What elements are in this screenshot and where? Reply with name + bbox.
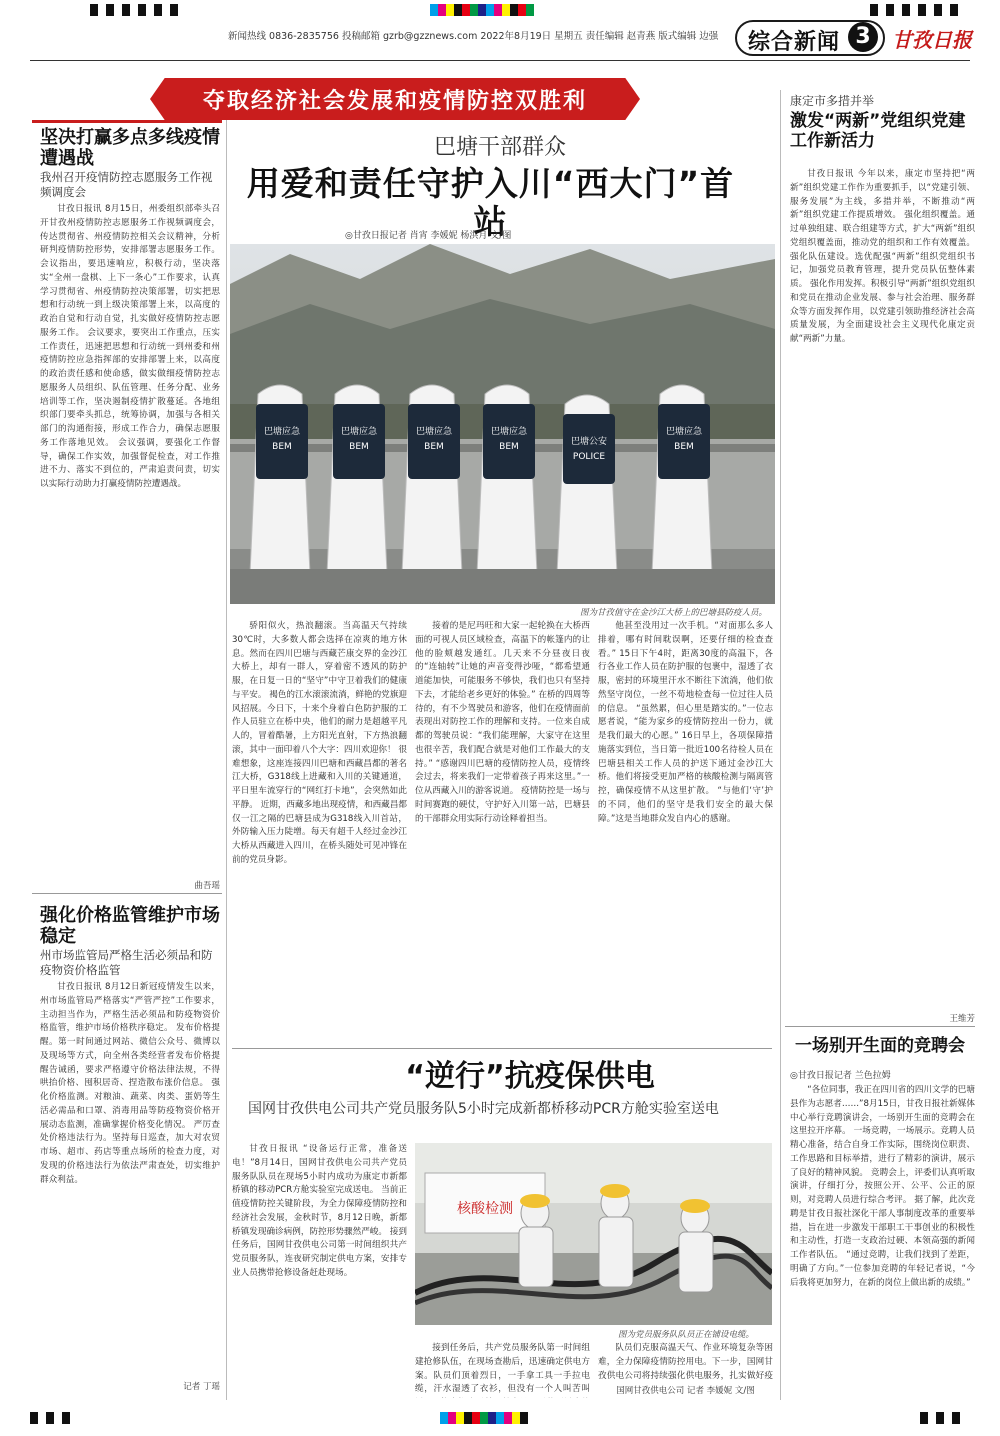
column-divider-right xyxy=(780,90,781,1400)
svg-text:BEM: BEM xyxy=(349,442,369,452)
left-divider xyxy=(32,893,222,894)
svg-text:POLICE: POLICE xyxy=(572,452,606,462)
photo-bridge-guards xyxy=(230,244,775,604)
left-top-signature: 曲吾瑶 xyxy=(194,881,220,891)
left-article-rule xyxy=(32,120,222,123)
svg-text:BEM: BEM xyxy=(272,442,292,452)
center-bottom-subtitle: 国网甘孜供电公司共产党员服务队5小时完成新都桥移动PCR方舱实验室送电 xyxy=(248,1101,719,1117)
right-top-kicker: 康定市多措并举 xyxy=(790,94,875,108)
svg-text:巴塘应急: 巴塘应急 xyxy=(490,427,528,437)
color-calibration-bar-right xyxy=(870,4,966,16)
right-bottom-body: “各位同事，我正在四川省的四川文学的巴塘县作为志愿者……”8月15日，甘孜日报社新媒体中心举行竞聘演讲会，一场别开生面的竞聘会在这里拉开序幕。 一场竞聘，一场展示。竞聘人员精心准备，结合自身工作实际，围绕岗位职责、工作思路和目标举措，进行了精彩的演讲，展示了良好的精神风貌。 竞聘会上，评委们认真听取演讲，仔细打分，按照公开、公平、公正的原则，对竞聘人员进行综合考评。 据了解，此次竞聘是甘孜日报社深化干部人事制度改革的重要举措，旨在进一步激发干部职工干事创业的积极性和主动性，打造一支政治过硬、本领高强的新闻工作者队伍。 “通过竞聘，让我们找到了差距，明确了方向。”一位参加竞聘的年轻记者说，“今后我将更加努力，在新的岗位上做出新的成绩。” xyxy=(790,1085,975,1288)
left-top-subtitle: 我州召开疫情防控志愿服务工作视频调度会 xyxy=(40,170,213,199)
center-top-title: 用爱和责任守护入川“西大门”首站 xyxy=(246,164,735,241)
center-top-photo-caption: 图为甘孜值守在金沙江大桥上的巴塘县防疫人员。 xyxy=(580,608,768,618)
left-top-title: 坚决打赢多点多线疫情遭遇战 xyxy=(40,127,220,169)
page-number: 3 xyxy=(848,22,878,52)
svg-text:核酸检测: 核酸检测 xyxy=(457,1201,513,1217)
color-calibration-bar-left xyxy=(90,4,186,16)
center-top-body-col2: 接着的是尼玛旺和大家一起轮换在大桥西面的可视人员区域检查，高温下的帐篷内的让他的脸颊越发通红。几天来不分昼夜日夜的“连轴转”让她的声音变得沙哑，“都希望通道能加快，可能服务不够快，我们也只有坚持下去，才能给老乡更好的体验。” 在桥的四周等待的，有不少驾驶员和游客，他们在疫情面前表现出对防控工作的理解和支持。一位来自成都的驾驶员说：“我们能理解，大家守在这里也很辛苦，我们配合就是对他们工作最大的支持。” “感谢四川巴塘的疫情防控人员，疫情终会过去，将来我们一定带着孩子再来这里。”一位从西藏入川的游客说道。 疫情防控是一场与时间赛跑的硬仗，守护好入川第一站，巴塘县的干部群众用实际行动诠释着担当。 xyxy=(415,621,590,824)
right-bottom-byline: ◎甘孜日报记者 兰色拉姆 xyxy=(790,1071,891,1081)
photo-power-cable xyxy=(415,1143,772,1325)
left-bottom-subtitle: 州市场监管局严格生活必须品和防疫物资价格监管 xyxy=(40,948,213,977)
left-bottom-signature: 记者 丁瑶 xyxy=(183,1382,220,1392)
svg-text:BEM: BEM xyxy=(424,442,444,452)
right-top-title: 激发“两新”党组织党建工作新活力 xyxy=(790,111,966,151)
banner-title: 夺取经济社会发展和疫情防控双胜利 xyxy=(202,89,587,114)
right-top-signature: 王维芳 xyxy=(949,1014,975,1024)
svg-text:巴塘应急: 巴塘应急 xyxy=(665,427,703,437)
svg-text:BEM: BEM xyxy=(499,442,519,452)
center-bottom-photo-caption: 图为党员服务队队员正在铺设电缆。 xyxy=(618,1330,755,1340)
masthead-info: 新闻热线 0836-2835756 投稿邮箱 gzrb@gzznews.com 2022年8月19日 星期五 责任编辑 赵青燕 版式编辑 边强 xyxy=(228,31,719,42)
svg-text:BEM: BEM xyxy=(674,442,694,452)
color-calibration-bar-center xyxy=(430,4,534,16)
color-calibration-bar-bottom-right xyxy=(920,1412,968,1424)
center-bottom-body-col3: 队员们克服高温天气、作业环境复杂等困难，全力保障疫情防控用电。下一步，国网甘孜供电公司将持续强化供电服务，扎实做好疫 xyxy=(598,1343,773,1381)
masthead-rule xyxy=(30,60,970,61)
newspaper-logo: 甘孜日报 xyxy=(892,28,972,52)
left-bottom-body: 甘孜日报讯 8月12日新冠疫情发生以来，州市场监管局严格落实“严管严控”工作要求，主动担当作为，严格生活必须品和防疫物资价格监管，维护市场价格秩序稳定。 发布价格提醒。第一时间通过网站、微信公众号、微博以及现场等方式，向全州各类经营者发布价格提醒告诫函，要求严格遵守价格法律法规，不得哄抬价格、囤积居奇、捏造散布涨价信息。 强化价格监测。对粮油、蔬菜、肉类、蛋奶等生活必需品和口罩、消毒用品等防疫物资价格开展动态监测，准确掌握价格变化情况。 严厉查处价格违法行为。坚持每日巡查，加大对农贸市场、超市、药店等重点场所的检查力度，对发现的价格违法行为依法严肃查处，切实维护群众利益。 xyxy=(40,982,220,1185)
center-top-kicker: 巴塘干部群众 xyxy=(433,135,566,160)
svg-text:巴塘应急: 巴塘应急 xyxy=(415,427,453,437)
color-calibration-bar-bottom-center xyxy=(440,1412,528,1424)
left-bottom-title: 强化价格监管维护市场稳定 xyxy=(40,905,220,947)
center-divider xyxy=(232,1048,772,1049)
section-name: 综合新闻 xyxy=(748,30,841,55)
center-top-body-col1: 骄阳似火，热浪翻滚。当高温天气持续30℃时，大多数人都会选择在凉爽的地方休息。然而在四川巴塘与西藏芒康交界的金沙江大桥上，却有一群人，穿着密不透风的防护服，在日复一日的“坚守”中守卫着我们的健康与平安。 褐色的江水滚滚流淌，鲜艳的党旗迎风招展。今日下，十来个身着白色防护服的工作人员驻立在桥中央，他们的耐力是超越平凡人的，冒着酷暑，上方阳光直射，下方热浪翻滚，其中一面印着八个大字：四川欢迎你！ 很难想象，这座连接四川巴塘和西藏昌都的著名江大桥，G318线上进藏和入川的关键通道，平日里车流穿行的“网红打卡地”，会突然如此平静。 近期，西藏多地出现疫情，和西藏昌都仅一江之隔的巴塘县成为G318线入川首站，外防输入压力陡增。每天有超千人经过金沙江大桥从西藏进入四川，在桥头随处可见冲锋在前的党员身影。 xyxy=(232,621,407,865)
right-divider xyxy=(785,1026,975,1027)
svg-text:巴塘应急: 巴塘应急 xyxy=(340,427,378,437)
svg-text:巴塘应急: 巴塘应急 xyxy=(263,427,301,437)
svg-text:巴塘公安: 巴塘公安 xyxy=(570,437,608,447)
right-bottom-title: 一场别开生面的竞聘会 xyxy=(795,1036,965,1056)
center-bottom-signature: 国网甘孜供电公司 记者 李媛妮 文/图 xyxy=(616,1386,755,1396)
color-calibration-bar-bottom-left xyxy=(30,1412,78,1424)
left-top-body: 甘孜日报讯 8月15日，州委组织部牵头召开甘孜州疫情防控志愿服务工作视频调度会，传达贯彻省、州疫情防控相关会议精神，分析研判疫情防控形势，安排部署志愿服务工作。 会议指出，要迅速响应，积极行动，坚决落实“全州一盘棋、上下一条心”工作要求，认真学习贯彻省、州疫情防控决策部署，切实把思想和行动统一到上级决策部署上来，以高度的政治自觉和行动自觉，扎实做好疫情防控志愿服务工作。 会议要求，要突出工作重点，压实工作责任，迅速把思想和行动统一到州委和州疫情防控应急指挥部的安排部署上来，以高度的政治责任感和使命感，做实做细疫情防控志愿服务人员组织、队伍管理、任务分配、业务培训等工作，坚决遏制疫情扩散蔓延。各地组织部门要牵头抓总，统筹协调，加强与各相关部门的沟通衔接，形成工作合力，确保志愿服务工作落地见效。 会议强调，要强化工作督导，确保工作实效，加强督促检查，对工作推进不力、落实不到位的，严肃追责问责，切实以实际行动助力打赢疫情防控遭遇战。 xyxy=(40,204,220,489)
column-divider-left xyxy=(226,120,227,1400)
center-bottom-body-col1: 甘孜日报讯 “设备运行正常，准备送电！”8月14日，国网甘孜供电公司共产党员服务队队员在现场5小时内成功为康定市新都桥镇的移动PCR方舱实验室完成送电。 当前正值疫情防控关键阶段，为全力保障疫情防控和经济社会发展，金秋时节，8月12日晚，新都桥镇发现确诊病例，防控形势骤然严峻。 接到任务后，国网甘孜供电公司第一时间组织共产党员服务队，连夜研究制定供电方案，安排专业人员携带抢修设备赶赴现场。 xyxy=(232,1144,407,1278)
center-top-body-col3: 他甚至没用过一次手机。“对面那么多人排着，哪有时间耽误啊，还要仔细的检查查看。” 15日下午4时，距离30度的高温下，各行各业工作人员在防护服的包裹中，湿透了衣服，密封的环境里汗水不断往下流淌，他们依然坚守岗位，一丝不苟地检查每一位过往人员的信息。 “虽然累，但心里是踏实的。”一位志愿者说，“能为家乡的疫情防控出一份力，就是我们最大的心愿。” 16日早上，各项保障措施落实到位，当日第一批近100名待检人员在巴塘县相关工作人员的护送下通过金沙江大桥。他们将接受更加严格的核酸检测与隔离管控，确保疫情不从这里扩散。 “与他们‘守’护的不同，他们的坚守是我们安全的最大保障。”这是当地群众发自内心的感谢。 xyxy=(598,621,773,824)
center-bottom-title: “逆行”抗疫保供电 xyxy=(405,1059,655,1094)
right-top-body: 甘孜日报讯 今年以来，康定市坚持把“两新”组织党建工作作为重要抓手，以“党建引领、服务发展”为主线，多措并举，不断推动“两新”组织党建工作提质增效。 强化组织覆盖。通过单独组建、联合组建等方式，扩大“两新”组织党组织覆盖面，推动党的组织和工作有效覆盖。 强化队伍建设。选优配强“两新”组织党组织书记，加强党员教育管理，提升党员队伍整体素质。 强化作用发挥。积极引导“两新”组织党组织和党员在推动企业发展、参与社会治理、服务群众等方面发挥作用，以党建引领助推经济社会高质量发展，为全面建设社会主义现代化康定贡献“两新”力量。 xyxy=(790,169,975,344)
center-bottom-body-col2: 接到任务后，共产党员服务队第一时间组建抢修队伍，在现场查勘后，迅速确定供电方案。队员们顶着烈日，一手拿工具一手拉电缆，汗水湿透了衣衫，但没有一个人叫苦叫 xyxy=(415,1343,590,1395)
center-top-byline: ◎甘孜日报记者 肖宵 李媛妮 杨洪月 文/图 xyxy=(345,231,512,241)
